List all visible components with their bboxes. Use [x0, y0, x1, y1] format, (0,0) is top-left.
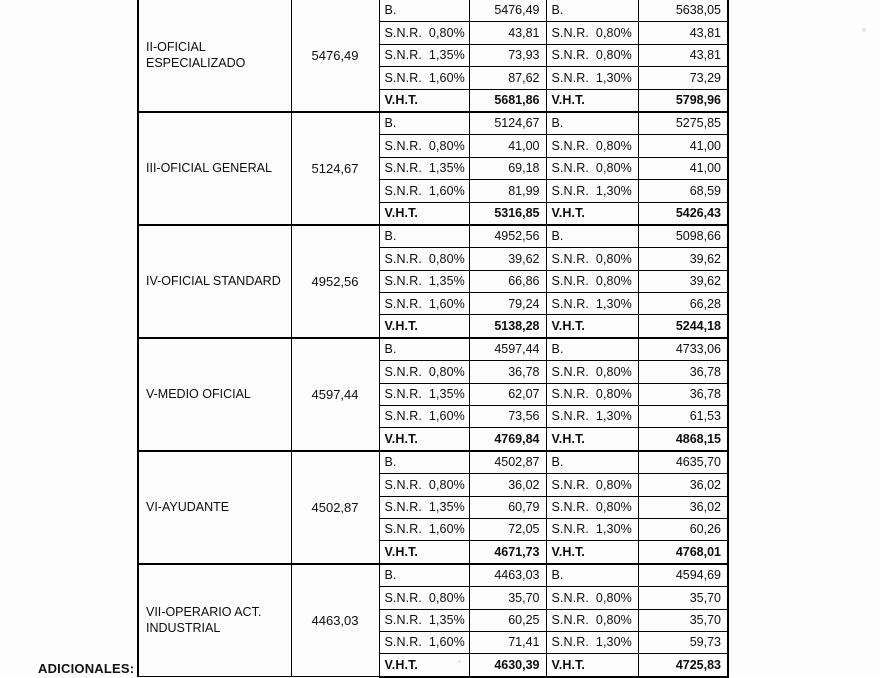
concept-label-col-b: B.	[546, 338, 638, 361]
category-label: VII-OPERARIO ACT. INDUSTRIAL	[138, 564, 291, 677]
concept-name: S.N.R.	[384, 409, 422, 424]
concept-label-col-a: B.	[379, 451, 469, 474]
concept-name: S.N.R.	[384, 364, 422, 379]
concept-label-col-b	[546, 44, 638, 66]
table-row	[138, 225, 728, 248]
concept-percentage: 1,30%	[595, 635, 632, 650]
amount-value-col-b: 61,53	[638, 406, 728, 428]
amount-value-col-b: 35,70	[638, 609, 728, 631]
concept-label-col-b: V.H.T.	[546, 89, 638, 112]
amount-value-col-b: 5098,66	[638, 225, 728, 248]
concept-name: S.N.R.	[384, 161, 422, 176]
concept-name: S.N.R.	[384, 296, 422, 311]
amount-value-col-a: 5681,86	[469, 89, 546, 112]
concept-name: S.N.R.	[551, 477, 589, 492]
concept-percentage: 0,80%	[595, 477, 632, 492]
amount-value-col-a: 5138,28	[469, 315, 546, 338]
amount-value-col-b: 4635,70	[638, 451, 728, 474]
concept-name: S.N.R.	[384, 612, 422, 627]
concept-name: S.N.R.	[551, 183, 589, 198]
concept-name: S.N.R.	[551, 70, 589, 85]
amount-value-col-a: 60,79	[469, 496, 546, 518]
concept-name: S.N.R.	[551, 590, 589, 605]
amount-value-col-a: 62,07	[469, 383, 546, 405]
amount-value-col-a: 4463,03	[469, 564, 546, 587]
amount-value-col-a: 5476,49	[469, 0, 546, 22]
concept-label-col-a: B.	[379, 564, 469, 587]
concept-label-col-b: V.H.T.	[546, 202, 638, 225]
amount-value-col-a: 81,99	[469, 180, 546, 202]
amount-value-col-a: 5124,67	[469, 112, 546, 135]
concept-label-col-a	[379, 22, 469, 44]
concept-label-col-b: B.	[546, 451, 638, 474]
concept-label-col-b	[546, 135, 638, 157]
amount-value-col-a: 79,24	[469, 293, 546, 315]
concept-label-col-b: B.	[546, 564, 638, 587]
scan-speck	[862, 28, 866, 32]
concept-label-col-a: V.H.T.	[379, 541, 469, 564]
amount-value-col-a: 73,93	[469, 44, 546, 66]
concept-label-col-b	[546, 383, 638, 405]
concept-label-col-b: V.H.T.	[546, 428, 638, 451]
amount-value-col-b: 36,78	[638, 383, 728, 405]
table-row-group	[138, 0, 728, 112]
amount-value-col-b: 4725,83	[638, 654, 728, 677]
concept-label-col-a: B.	[379, 112, 469, 135]
concept-percentage: 1,60%	[428, 183, 465, 198]
concept-percentage: 0,80%	[595, 387, 632, 402]
concept-label-col-a	[379, 44, 469, 66]
base-salary-value: 4952,56	[291, 225, 379, 338]
concept-percentage: 0,80%	[595, 590, 632, 605]
amount-value-col-a: 36,78	[469, 361, 546, 383]
category-label: III-OFICIAL GENERAL	[138, 112, 291, 225]
concept-percentage: 1,35%	[428, 500, 465, 515]
amount-value-col-b: 5426,43	[638, 202, 728, 225]
concept-percentage: 1,35%	[428, 612, 465, 627]
concept-label-col-b	[546, 180, 638, 202]
amount-value-col-a: 39,62	[469, 248, 546, 270]
concept-percentage: 1,30%	[595, 296, 632, 311]
concept-name: S.N.R.	[384, 251, 422, 266]
concept-label-col-a: V.H.T.	[379, 89, 469, 112]
table-row-group	[138, 564, 728, 677]
amount-value-col-a: 4597,44	[469, 338, 546, 361]
amount-value-col-b: 4733,06	[638, 338, 728, 361]
base-salary-value: 4597,44	[291, 338, 379, 451]
category-label: V-MEDIO OFICIAL	[138, 338, 291, 451]
concept-name: S.N.R.	[551, 522, 589, 537]
amount-value-col-a: 4502,87	[469, 451, 546, 474]
concept-percentage: 1,30%	[595, 183, 632, 198]
concept-name: S.N.R.	[384, 70, 422, 85]
concept-label-col-b	[546, 248, 638, 270]
footer-note-adicionales: ADICIONALES:	[38, 661, 135, 676]
amount-value-col-a: 35,70	[469, 587, 546, 609]
concept-label-col-b	[546, 293, 638, 315]
concept-label-col-b	[546, 518, 638, 540]
concept-percentage: 0,80%	[428, 138, 465, 153]
concept-percentage: 1,35%	[428, 387, 465, 402]
amount-value-col-b: 43,81	[638, 44, 728, 66]
category-label: VI-AYUDANTE	[138, 451, 291, 564]
table-row	[138, 338, 728, 361]
concept-label-col-b: V.H.T.	[546, 315, 638, 338]
amount-value-col-b: 5638,05	[638, 0, 728, 22]
concept-label-col-a	[379, 180, 469, 202]
concept-label-col-b: B.	[546, 225, 638, 248]
concept-name: S.N.R.	[551, 387, 589, 402]
concept-name: S.N.R.	[384, 48, 422, 63]
concept-label-col-b	[546, 496, 638, 518]
category-label: IV-OFICIAL STANDARD	[138, 225, 291, 338]
concept-percentage: 1,30%	[595, 522, 632, 537]
amount-value-col-a: 71,41	[469, 631, 546, 653]
concept-name: S.N.R.	[551, 48, 589, 63]
concept-percentage: 1,30%	[595, 70, 632, 85]
concept-label-col-b	[546, 22, 638, 44]
concept-label-col-a	[379, 609, 469, 631]
concept-label-col-a: V.H.T.	[379, 202, 469, 225]
concept-label-col-b	[546, 587, 638, 609]
concept-name: S.N.R.	[384, 183, 422, 198]
amount-value-col-b: 36,02	[638, 474, 728, 496]
table-row	[138, 564, 728, 587]
concept-name: S.N.R.	[551, 409, 589, 424]
concept-label-col-a: B.	[379, 338, 469, 361]
concept-label-col-a	[379, 248, 469, 270]
concept-percentage: 0,80%	[428, 251, 465, 266]
amount-value-col-b: 4868,15	[638, 428, 728, 451]
concept-name: S.N.R.	[551, 612, 589, 627]
concept-percentage: 1,60%	[428, 70, 465, 85]
amount-value-col-b: 5275,85	[638, 112, 728, 135]
table-row-group	[138, 338, 728, 451]
concept-label-col-b: V.H.T.	[546, 541, 638, 564]
amount-value-col-a: 73,56	[469, 406, 546, 428]
concept-label-col-a: B.	[379, 225, 469, 248]
concept-label-col-a	[379, 496, 469, 518]
amount-value-col-b: 36,78	[638, 361, 728, 383]
concept-label-col-a	[379, 135, 469, 157]
concept-label-col-a	[379, 474, 469, 496]
amount-value-col-b: 4594,69	[638, 564, 728, 587]
base-salary-value: 5124,67	[291, 112, 379, 225]
amount-value-col-b: 68,59	[638, 180, 728, 202]
amount-value-col-b: 73,29	[638, 67, 728, 89]
concept-percentage: 0,80%	[595, 138, 632, 153]
amount-value-col-b: 36,02	[638, 496, 728, 518]
concept-percentage: 1,60%	[428, 409, 465, 424]
concept-label-col-a	[379, 383, 469, 405]
amount-value-col-b: 43,81	[638, 22, 728, 44]
amount-value-col-b: 41,00	[638, 157, 728, 179]
concept-percentage: 0,80%	[595, 364, 632, 379]
concept-label-col-b: B.	[546, 0, 638, 22]
amount-value-col-a: 66,86	[469, 270, 546, 292]
concept-name: S.N.R.	[384, 477, 422, 492]
concept-label-col-b	[546, 270, 638, 292]
table-row	[138, 0, 728, 22]
concept-label-col-a	[379, 631, 469, 653]
table-row-group	[138, 451, 728, 564]
amount-value-col-a: 72,05	[469, 518, 546, 540]
concept-name: S.N.R.	[551, 500, 589, 515]
amount-value-col-a: 87,62	[469, 67, 546, 89]
concept-name: S.N.R.	[384, 138, 422, 153]
base-salary-value: 4463,03	[291, 564, 379, 677]
amount-value-col-b: 39,62	[638, 270, 728, 292]
amount-value-col-b: 66,28	[638, 293, 728, 315]
concept-name: S.N.R.	[384, 590, 422, 605]
concept-name: S.N.R.	[551, 251, 589, 266]
concept-percentage: 0,80%	[428, 477, 465, 492]
concept-label-col-a: V.H.T.	[379, 654, 469, 677]
table-row	[138, 451, 728, 474]
concept-label-col-a: V.H.T.	[379, 315, 469, 338]
concept-name: S.N.R.	[551, 274, 589, 289]
concept-percentage: 1,35%	[428, 48, 465, 63]
concept-name: S.N.R.	[551, 364, 589, 379]
amount-value-col-b: 5244,18	[638, 315, 728, 338]
concept-percentage: 1,60%	[428, 296, 465, 311]
amount-value-col-b: 59,73	[638, 631, 728, 653]
concept-percentage: 0,80%	[595, 48, 632, 63]
concept-percentage: 0,80%	[428, 590, 465, 605]
concept-name: S.N.R.	[384, 25, 422, 40]
concept-label-col-a	[379, 361, 469, 383]
amount-value-col-b: 39,62	[638, 248, 728, 270]
concept-name: S.N.R.	[551, 161, 589, 176]
concept-percentage: 1,35%	[428, 161, 465, 176]
table-row-group	[138, 225, 728, 338]
concept-label-col-a	[379, 157, 469, 179]
concept-label-col-a: V.H.T.	[379, 428, 469, 451]
amount-value-col-a: 4769,84	[469, 428, 546, 451]
amount-value-col-a: 4630,39	[469, 654, 546, 677]
concept-name: S.N.R.	[384, 635, 422, 650]
base-salary-value: 5476,49	[291, 0, 379, 112]
concept-name: S.N.R.	[551, 635, 589, 650]
amount-value-col-a: 36,02	[469, 474, 546, 496]
amount-value-col-b: 35,70	[638, 587, 728, 609]
concept-label-col-a: B.	[379, 0, 469, 22]
concept-percentage: 0,80%	[595, 612, 632, 627]
amount-value-col-a: 4952,56	[469, 225, 546, 248]
concept-label-col-a	[379, 270, 469, 292]
concept-label-col-a	[379, 67, 469, 89]
concept-name: S.N.R.	[551, 138, 589, 153]
amount-value-col-b: 5798,96	[638, 89, 728, 112]
concept-percentage: 1,60%	[428, 522, 465, 537]
amount-value-col-a: 5316,85	[469, 202, 546, 225]
amount-value-col-a: 60,25	[469, 609, 546, 631]
concept-name: S.N.R.	[551, 25, 589, 40]
salary-table	[137, 0, 729, 678]
concept-name: S.N.R.	[384, 500, 422, 515]
amount-value-col-b: 60,26	[638, 518, 728, 540]
concept-percentage: 1,35%	[428, 274, 465, 289]
amount-value-col-b: 41,00	[638, 135, 728, 157]
concept-label-col-a	[379, 406, 469, 428]
table-row	[138, 112, 728, 135]
concept-percentage: 0,80%	[595, 500, 632, 515]
concept-label-col-b	[546, 474, 638, 496]
concept-percentage: 1,30%	[595, 409, 632, 424]
amount-value-col-a: 43,81	[469, 22, 546, 44]
concept-name: S.N.R.	[551, 296, 589, 311]
amount-value-col-a: 69,18	[469, 157, 546, 179]
concept-label-col-b	[546, 361, 638, 383]
concept-percentage: 0,80%	[595, 161, 632, 176]
concept-label-col-a	[379, 293, 469, 315]
amount-value-col-a: 41,00	[469, 135, 546, 157]
concept-name: S.N.R.	[384, 387, 422, 402]
concept-name: S.N.R.	[384, 274, 422, 289]
amount-value-col-a: 4671,73	[469, 541, 546, 564]
concept-label-col-b: B.	[546, 112, 638, 135]
concept-percentage: 0,80%	[595, 25, 632, 40]
table-row-group	[138, 112, 728, 225]
concept-percentage: 0,80%	[428, 25, 465, 40]
concept-percentage: 0,80%	[595, 251, 632, 266]
concept-percentage: 0,80%	[428, 364, 465, 379]
concept-percentage: 1,60%	[428, 635, 465, 650]
concept-label-col-b	[546, 406, 638, 428]
base-salary-value: 4502,87	[291, 451, 379, 564]
concept-percentage: 0,80%	[595, 274, 632, 289]
concept-label-col-b	[546, 631, 638, 653]
concept-label-col-b	[546, 609, 638, 631]
concept-label-col-b	[546, 157, 638, 179]
category-label: II-OFICIAL ESPECIALIZADO	[138, 0, 291, 112]
concept-label-col-a	[379, 518, 469, 540]
concept-name: S.N.R.	[384, 522, 422, 537]
amount-value-col-b: 4768,01	[638, 541, 728, 564]
concept-label-col-b	[546, 67, 638, 89]
concept-label-col-a	[379, 587, 469, 609]
concept-label-col-b: V.H.T.	[546, 654, 638, 677]
